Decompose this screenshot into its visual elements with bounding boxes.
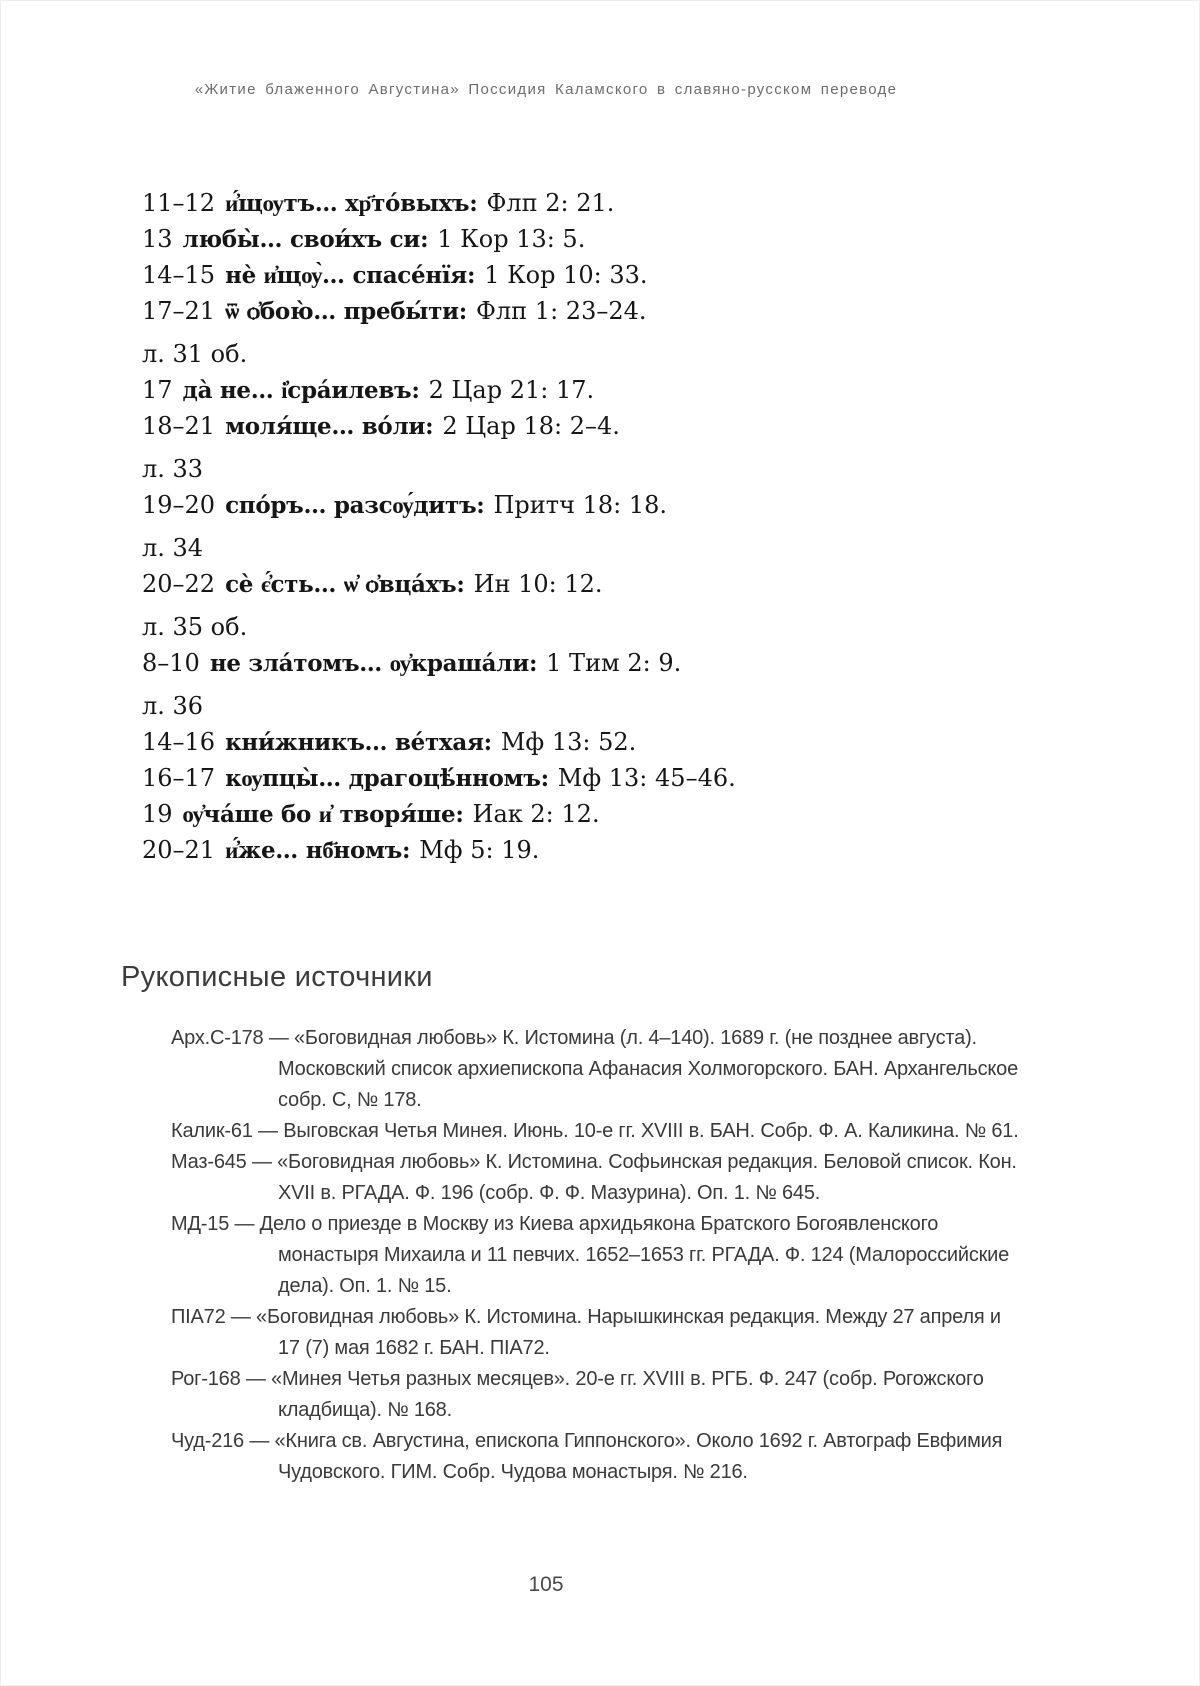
dash-separator: —	[249, 1430, 275, 1452]
source-siglum: Рог-168	[171, 1368, 246, 1390]
apparatus-line	[142, 185, 736, 221]
folio-label: л. 34	[142, 534, 204, 562]
source-description: «Боговидная любовь» К. Истомина. Нарышкинская редакция. Между 27 апреля и 17 (7) мая 1682 г. БАН. ПIА72.	[256, 1306, 1001, 1359]
folio-label: л. 31 об.	[142, 340, 248, 368]
bible-reference: Иак 2: 12.	[472, 800, 600, 828]
slavonic-text: спо́ръ… разсѹ́дитъ:	[225, 492, 485, 519]
bible-reference: 2 Цар 18: 2–4.	[442, 412, 620, 440]
slavonic-text: да̀ не… і҆сра́илевъ:	[182, 377, 420, 404]
bible-reference: Ин 10: 12.	[473, 570, 603, 598]
source-siglum: Арх.С-178	[171, 1027, 269, 1049]
sources-heading: Рукописные источники	[121, 961, 433, 993]
apparatus-group	[142, 336, 736, 444]
source-description: «Боговидная любовь» К. Истомина. Софьинская редакция. Беловой список. Кон. XVII в. РГАДА. Ф. 196 (собр. Ф. Ф. Мазурина). Оп. 1. № 645.	[277, 1151, 1017, 1204]
line-numbers: 16–17	[142, 764, 216, 792]
apparatus-line	[142, 487, 736, 523]
source-siglum: ПIА72	[171, 1306, 231, 1328]
source-entry	[171, 1147, 1021, 1209]
dash-separator: —	[230, 1306, 257, 1328]
bible-reference: 1 Кор 13: 5.	[437, 225, 586, 253]
source-description: Выговская Четья Минея. Июнь. 10-е гг. XVIII в. БАН. Собр. Ф. А. Каликина. № 61.	[283, 1120, 1019, 1142]
dash-separator: —	[258, 1120, 284, 1142]
sources-list	[171, 1023, 1021, 1488]
source-entry	[171, 1209, 1021, 1302]
slavonic-text: и҆́щѹтъ… хр҃то́выхъ:	[225, 190, 478, 217]
apparatus-line	[142, 293, 736, 329]
folio-label: л. 35 об.	[142, 613, 248, 641]
apparatus-line	[142, 408, 736, 444]
apparatus-group	[142, 688, 736, 868]
apparatus-group	[142, 530, 736, 602]
line-numbers: 13	[142, 225, 173, 253]
line-numbers: 11–12	[142, 189, 216, 217]
slavonic-text: не зла́томъ… ѹ҆краша́ли:	[209, 650, 538, 677]
slavonic-text: кни́жникъ… ве́тхая:	[225, 729, 492, 756]
slavonic-text: ѿ ѻ҆бою̀… пребы́ти:	[225, 298, 468, 325]
source-siglum: МД-15	[171, 1213, 235, 1235]
source-description: Дело о приезде в Москву из Киева архидьякона Братского Богоявленского монастыря Михаила и 11 певчих. 1652–1653 гг. РГАДА. Ф. 124 (Малороссийские дела). Оп. 1. № 15.	[259, 1213, 1010, 1297]
line-numbers: 19	[142, 800, 173, 828]
line-numbers: 14–16	[142, 728, 216, 756]
apparatus-group	[142, 185, 736, 329]
bible-reference: 2 Цар 21: 17.	[428, 376, 595, 404]
slavonic-text: ѹ҆ча́ше бо и҆ творя́ше:	[182, 801, 464, 828]
folio-label: л. 36	[142, 692, 204, 720]
slavonic-text: нѐ и҆щѹ̀… спасе́нїя:	[225, 262, 476, 289]
apparatus-line	[142, 645, 736, 681]
slavonic-text: любы̀… свои́хъ си:	[182, 226, 429, 253]
apparatus-line	[142, 257, 736, 293]
page-number: 105	[528, 1573, 564, 1596]
source-description: «Минея Четья разных месяцев». 20-е гг. XVIII в. РГБ. Ф. 247 (собр. Рогожского кладбища). № 168.	[271, 1368, 984, 1421]
apparatus-line	[142, 760, 736, 796]
source-entry	[171, 1364, 1021, 1426]
source-entry	[171, 1023, 1021, 1116]
line-numbers: 8–10	[142, 649, 200, 677]
slavonic-text: кѹпцы̀… драгоцѣ́нномъ:	[225, 765, 549, 792]
source-entry	[171, 1302, 1021, 1364]
source-siglum: Маз-645	[171, 1151, 252, 1173]
line-numbers: 20–22	[142, 570, 216, 598]
line-numbers: 20–21	[142, 836, 216, 864]
apparatus-group	[142, 609, 736, 681]
bible-reference: Притч 18: 18.	[493, 491, 667, 519]
apparatus-group	[142, 451, 736, 523]
bible-reference: Мф 5: 19.	[419, 836, 540, 864]
bible-reference: 1 Кор 10: 33.	[484, 261, 648, 289]
apparatus-line	[142, 724, 736, 760]
slavonic-text: сѐ є҆́сть… ѡ҆ ѻ҆вца́хъ:	[225, 571, 465, 598]
line-numbers: 14–15	[142, 261, 216, 289]
slavonic-apparatus	[142, 185, 736, 868]
source-description: «Книга св. Августина, епископа Гиппонского». Около 1692 г. Автограф Евфимия Чудовского. ГИМ. Собр. Чудова монастыря. № 216.	[274, 1430, 1003, 1483]
slavonic-text: моля́ще… во́ли:	[225, 413, 434, 440]
bible-reference: Флп 1: 23–24.	[476, 297, 647, 325]
folio-label: л. 33	[142, 455, 204, 483]
source-siglum: Калик-61	[171, 1120, 259, 1142]
line-numbers: 17	[142, 376, 173, 404]
bible-reference: Мф 13: 45–46.	[557, 764, 736, 792]
bible-reference: 1 Тим 2: 9.	[546, 649, 682, 677]
apparatus-line	[142, 832, 736, 868]
dash-separator: —	[268, 1027, 294, 1049]
dash-separator: —	[251, 1151, 278, 1173]
bible-reference: Флп 2: 21.	[486, 189, 615, 217]
source-entry	[171, 1116, 1021, 1147]
line-numbers: 17–21	[142, 297, 216, 325]
apparatus-line	[142, 221, 736, 257]
source-siglum: Чуд-216	[171, 1430, 250, 1452]
dash-separator: —	[245, 1368, 272, 1390]
apparatus-line	[142, 796, 736, 832]
running-title: «Житие блаженного Августина» Поссидия Каламского в славяно-русском переводе	[194, 81, 898, 98]
apparatus-line	[142, 372, 736, 408]
source-description: «Боговидная любовь» К. Истомина (л. 4–140). 1689 г. (не позднее августа). Московский список архиепископа Афанасия Холмогорского. БАН. Архангельское собр. С, № 178.	[278, 1027, 1019, 1111]
slavonic-text: и҆́же… нб҃номъ:	[225, 837, 411, 864]
dash-separator: —	[234, 1213, 260, 1235]
bible-reference: Мф 13: 52.	[500, 728, 637, 756]
line-numbers: 18–21	[142, 412, 216, 440]
apparatus-line	[142, 566, 736, 602]
source-entry	[171, 1426, 1021, 1488]
line-numbers: 19–20	[142, 491, 216, 519]
